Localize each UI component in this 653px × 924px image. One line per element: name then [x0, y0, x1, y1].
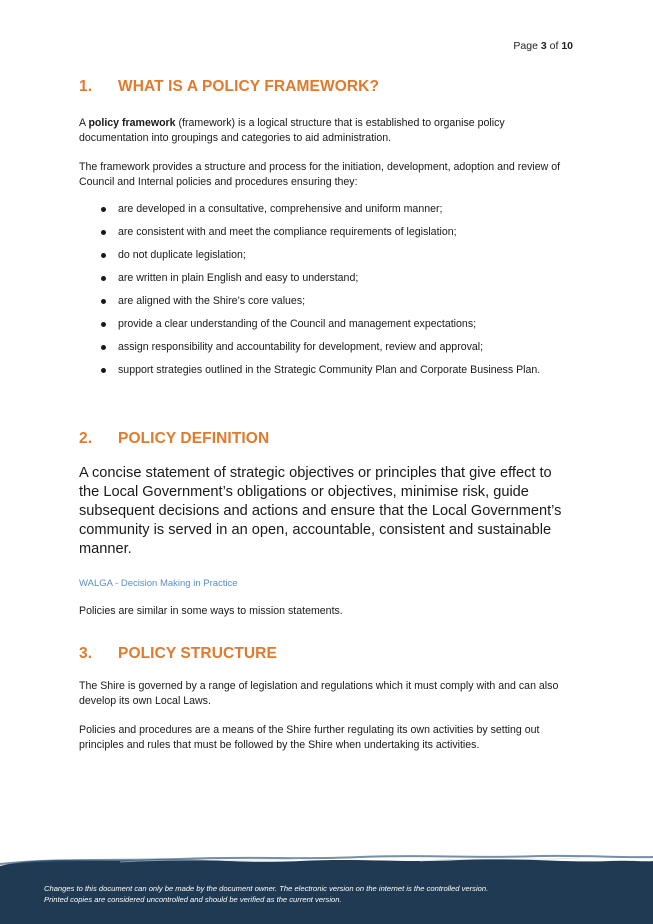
list-item: assign responsibility and accountability for development, review and approval; — [79, 340, 569, 363]
intro-bold-term: policy framework — [88, 117, 176, 129]
framework-bullet-list — [79, 202, 569, 386]
list-item: are aligned with the Shire’s core values; — [79, 294, 569, 317]
page-of: of — [549, 40, 559, 52]
list-item: do not duplicate legislation; — [79, 248, 569, 271]
document-body — [79, 78, 569, 753]
list-item: provide a clear understanding of the Council and management expectations; — [79, 317, 569, 340]
page-current: 3 — [540, 40, 547, 52]
page-prefix: Page — [513, 40, 538, 52]
intro-pre: A — [79, 117, 86, 129]
section-1-heading — [79, 78, 569, 96]
section-2-heading — [79, 430, 569, 448]
section-2-title: POLICY DEFINITION — [118, 430, 270, 447]
section-1-number: 1. — [79, 78, 93, 95]
definition-source: WALGA - Decision Making in Practice — [79, 578, 238, 589]
section-3-heading — [79, 645, 569, 663]
footer-disclaimer — [44, 883, 488, 905]
intro-post: (framework) is a logical structure that is established to organise policy documentation into groupings and categories to aid administration. — [79, 117, 505, 144]
list-item: are written in plain English and easy to understand; — [79, 271, 569, 294]
list-item: are developed in a consultative, comprehensive and uniform manner; — [79, 202, 569, 225]
section-3-title: POLICY STRUCTURE — [118, 645, 277, 662]
section-1-title: WHAT IS A POLICY FRAMEWORK? — [118, 78, 380, 95]
section-2-number: 2. — [79, 430, 93, 447]
list-item: support strategies outlined in the Strategic Community Plan and Corporate Business Plan. — [79, 363, 569, 386]
policy-definition-quote: A concise statement of strategic objectives or principles that give effect to the Local Government’s obligations or objectives, minimise risk, guide subsequent decisions and actions and ensure that the Local Government’s community is served in an open, accountable, consistent and sustainable manner. — [79, 465, 562, 557]
section-3-para1: The Shire is governed by a range of legislation and regulations which it must comply with and can also develop its own Local Laws. — [79, 680, 559, 707]
section-3-para2: Policies and procedures are a means of the Shire further regulating its own activities by setting out principles and rules that must be followed by the Shire when undertaking its activities. — [79, 724, 540, 751]
section-3-number: 3. — [79, 645, 93, 662]
footer-line-2: Printed copies are considered uncontrolled and should be verified as the current version. — [44, 895, 342, 904]
page-total: 10 — [561, 40, 573, 52]
section-1-intro — [79, 116, 569, 146]
section-1-para2: The framework provides a structure and process for the initiation, development, adoption and review of Council and Internal policies and procedures ensuring they: — [79, 161, 561, 188]
list-item: are consistent with and meet the compliance requirements of legislation; — [79, 225, 569, 248]
page-number — [513, 40, 573, 52]
section-2-note: Policies are similar in some ways to mission statements. — [79, 605, 343, 617]
footer-line-1: Changes to this document can only be made by the document owner. The electronic version on the internet is the controlled version. — [44, 884, 489, 893]
footer-band — [0, 852, 653, 924]
